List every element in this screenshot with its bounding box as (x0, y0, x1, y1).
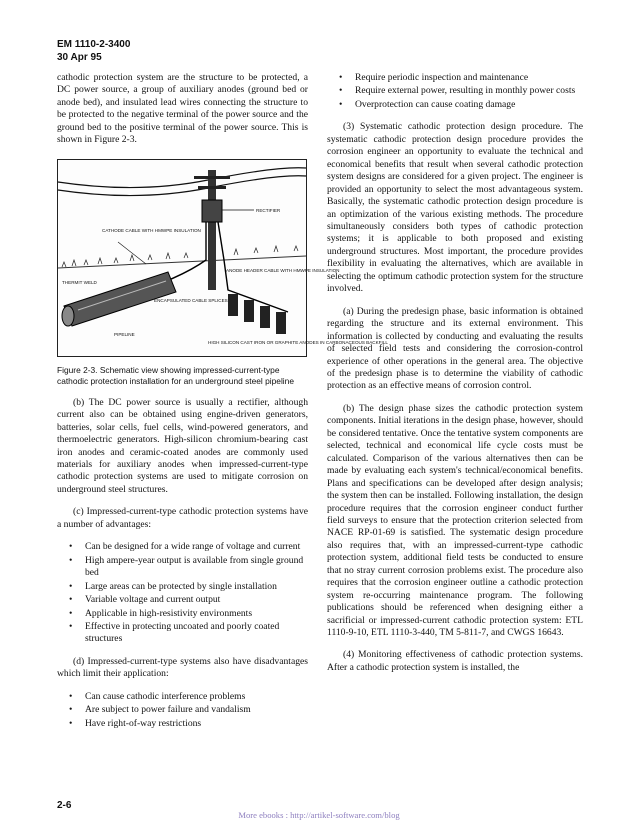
left-column (57, 72, 388, 740)
label-rectifier: RECTIFIER (256, 207, 281, 213)
list-item: • Can cause cathodic interference problems (57, 691, 308, 703)
figure-caption: Figure 2-3. Schematic view showing impressed-current-type cathodic protection installation for an underground steel pipeline (57, 364, 294, 386)
list-item: • Variable voltage and current output (57, 594, 308, 606)
watermark-link[interactable]: More ebooks : http://artikel-software.com/blog (238, 810, 400, 820)
list-item: • Applicable in high-resistivity environments (57, 608, 308, 620)
advantages-list (57, 541, 308, 646)
list-item: • Require periodic inspection and maintenance (327, 72, 583, 84)
page-number: 2-6 (57, 800, 72, 811)
paragraph-3-design-procedure: (3) Systematic cathodic protection design procedure. The systematic cathodic protection design procedure provides the corrosion engineer an opportunity to evaluate the technical and economical benefits that result when several cathodic protection system designs are considered for a given project. The engineer is provided an opportunity to select the most advantageous system. Basically, the systematic cathodic protection design procedure is an optimization of the various existing methods. The procedure simultaneously considers both types of cathodic protection systems; it is applicable to both proposed and existing underground structures. Most important, the procedure provides flexibility in evaluating the alternatives, which are available in selecting the optimum cathodic protection system for the structure involved. (327, 121, 583, 295)
list-item: • High ampere-year output is available from single ground bed (57, 555, 308, 580)
list-item: • Have right-of-way restrictions (57, 718, 308, 730)
cathodic-protection-schematic (58, 160, 388, 356)
paragraph-b-design-phase: (b) The design phase sizes the cathodic protection system components. Initial iterations in the design phase, however, should be considered tentative. Once the tentative system components are selected, technical and economical life cycle costs must be calculated. Comparison of the various alternatives then can be made by evaluating each system's technical/economical benefits. Plans and specifications can be developed after design analysis; the system then can be installed. Following installation, the design procedure requires that the corrosion engineer conduct further field surveys to ensure that the protection criterion selected from NACE RP-01-69 is satisfied. The systematic design procedure also requires that, with an impressed-current-type cathodic protection system, additional field tests be conducted to ensure that no stray current corrosion problems exist. The procedure also requires that the corrosion engineer outline a cathodic protection system re-occurring maintenance program. The following publications should be referenced when designing either a sacrificial or impressed-current cathodic protection system: ETL 1110-9-10, ETL 1110-3-440, TM 5-811-7, and CWGS 16643. (327, 402, 583, 639)
label-high-silicon-anodes: HIGH SILICON CAST IRON OR GRAPHITE ANODES IN CARBONACEOUS BACKFILL (208, 339, 388, 345)
right-column (327, 72, 583, 684)
label-thermit-weld: THERMIT WELD (62, 279, 97, 285)
document-date: 30 Apr 95 (57, 52, 102, 63)
paragraph-4-monitoring: (4) Monitoring effectiveness of cathodic protection systems. After a cathodic protection system is installed, the (327, 649, 583, 673)
list-item: • Can be designed for a wide range of voltage and current (57, 541, 308, 553)
paragraph-d-disadvantages: (d) Impressed-current-type systems also have disadvantages which limit their application: (57, 655, 308, 680)
label-anode-cable: ANODE HEADER CABLE WITH HMWPE INSULATION (226, 267, 340, 273)
list-item: • Effective in protecting uncoated and poorly coated structures (57, 621, 308, 646)
list-item: • Are subject to power failure and vandalism (57, 704, 308, 716)
paragraph-c-advantages: (c) Impressed-current-type cathodic protection systems have a number of advantages: (57, 506, 308, 530)
paragraph-a-predesign: (a) During the predesign phase, basic information is obtained regarding the structure and its external environment. This information is collected by conducting and evaluating the results of selected field tests and considering the corrosion-control experience of other operations in the general area. The objective of the predesign phase is to determine the viability of cathodic protection as an effective means of corrosion control. (327, 305, 583, 392)
list-item: • Large areas can be protected by single installation (57, 581, 308, 593)
paragraph-b-dc-source: (b) The DC power source is usually a rectifier, although current also can be obtained using engine-driven generators, batteries, solar cells, fuel cells, wind-powered generators, and thermoelectric generators. High-silicon chromium-bearing cast iron anodes and ceramic-coated anodes are commonly used materials for auxiliary anodes when impressed-current-type cathodic protection systems are used to mitigate corrosion on underground steel structures. (57, 396, 308, 495)
document-number: EM 1110-2-3400 (57, 39, 131, 50)
page-header (57, 38, 130, 64)
list-item: • Overprotection can cause coating damage (327, 99, 583, 111)
figure-2-3 (57, 159, 388, 357)
disadvantages-list (57, 691, 308, 730)
disadvantages-list-continued (327, 72, 583, 111)
label-cathode-cable: CATHODE CABLE WITH HMWPE INSULATION (102, 227, 201, 233)
label-encapsulated-splices: ENCAPSULATED CABLE SPLICES (154, 297, 228, 303)
list-item: • Require external power, resulting in monthly power costs (327, 85, 583, 97)
intro-paragraph: cathodic protection system are the structure to be protected, a DC power source, a group of auxiliary anodes (ground bed or anode bed), and insulated lead wires connecting the structure to be protected to the negative terminal of the power source and the ground bed to the positive terminal of the power source. This is shown in Figure 2-3. (57, 72, 308, 146)
label-pipeline: PIPELINE (114, 331, 135, 337)
rectifier-box (202, 200, 222, 222)
